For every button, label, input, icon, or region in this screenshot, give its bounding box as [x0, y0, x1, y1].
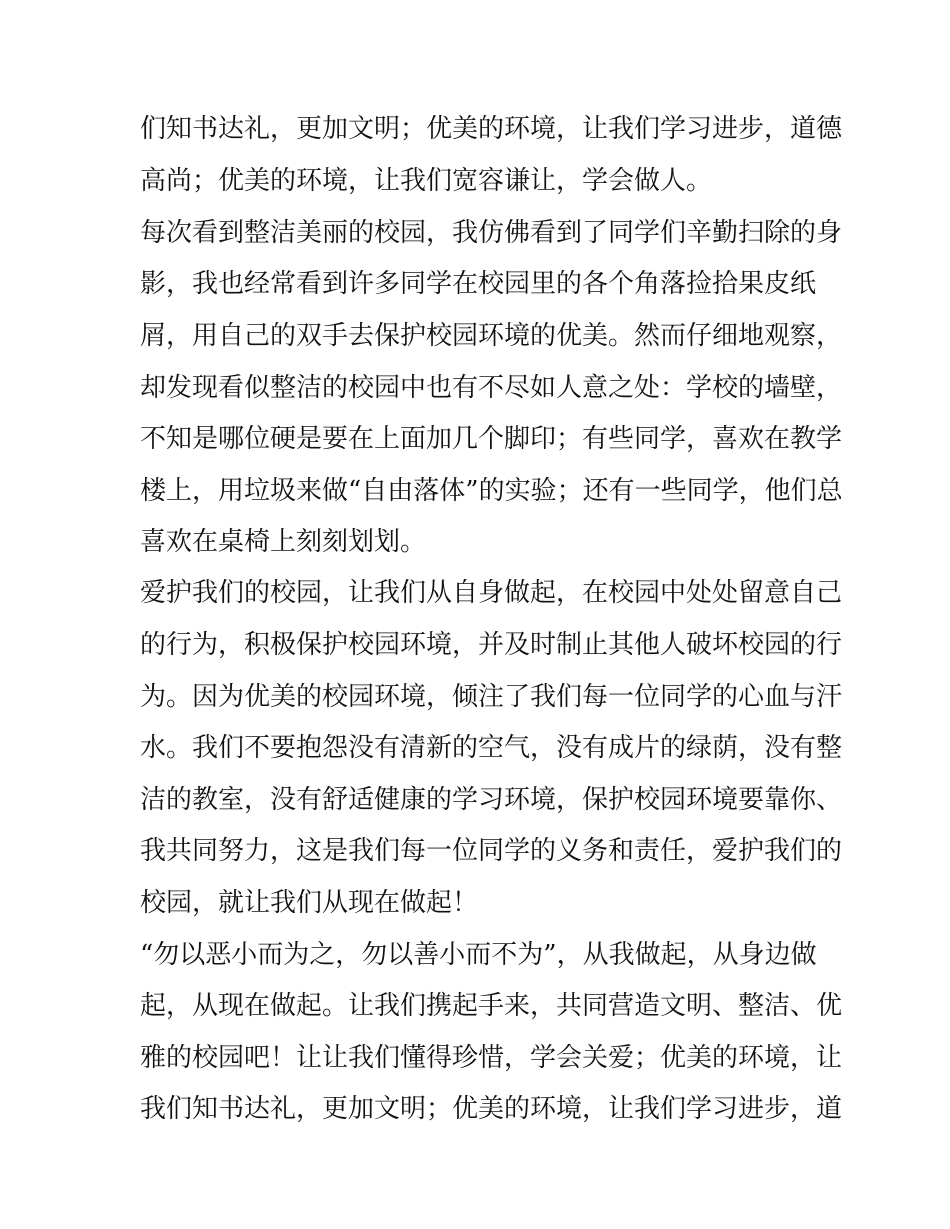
text-line: 的行为，积极保护校园环境，并及时制止其他人破坏校园的行 [140, 630, 843, 660]
text-line: 水。我们不要抱怨没有清新的空气，没有成片的绿荫，没有整 [140, 733, 843, 763]
text-line: 我共同努力，这是我们每一位同学的义务和责任，爱护我们的 [140, 836, 843, 866]
text-line: 洁的教室，没有舒适健康的学习环境，保护校园环境要靠你、 [140, 785, 843, 815]
text-line: “勿以恶小而为之，勿以善小而不为”，从我做起，从身边做 [140, 940, 817, 970]
text-line: 起，从现在做起。让我们携起手来，共同营造文明、整洁、优 [140, 991, 843, 1021]
text-line: 我们知书达礼，更加文明；优美的环境，让我们学习进步，道 [140, 1094, 843, 1124]
text-line: 屑，用自己的双手去保护校园环境的优美。然而仔细地观察， [140, 321, 843, 351]
text-line: 校园，就让我们从现在做起！ [140, 888, 479, 918]
text-line: 不知是哪位硬是要在上面加几个脚印；有些同学，喜欢在教学 [140, 424, 843, 454]
text-line: 爱护我们的校园，让我们从自身做起，在校园中处处留意自己 [140, 578, 843, 608]
text-line: 每次看到整洁美丽的校园，我仿佛看到了同学们辛勤扫除的身 [140, 218, 843, 248]
text-line: 喜欢在桌椅上刻刻划划。 [140, 527, 427, 557]
text-line: 楼上，用垃圾来做“自由落体”的实验；还有一些同学，他们总 [140, 476, 843, 506]
text-line: 为。因为优美的校园环境，倾注了我们每一位同学的心血与汗 [140, 682, 843, 712]
text-line: 影，我也经常看到许多同学在校园里的各个角落捡拾果皮纸 [140, 269, 817, 299]
text-line: 却发现看似整洁的校园中也有不尽如人意之处：学校的墙壁， [140, 373, 843, 403]
text-line: 雅的校园吧！让让我们懂得珍惜，学会关爱；优美的环境，让 [140, 1043, 843, 1073]
text-line: 们知书达礼，更加文明；优美的环境，让我们学习进步，道德 [140, 114, 843, 144]
text-line: 高尚；优美的环境，让我们宽容谦让，学会做人。 [140, 166, 713, 196]
